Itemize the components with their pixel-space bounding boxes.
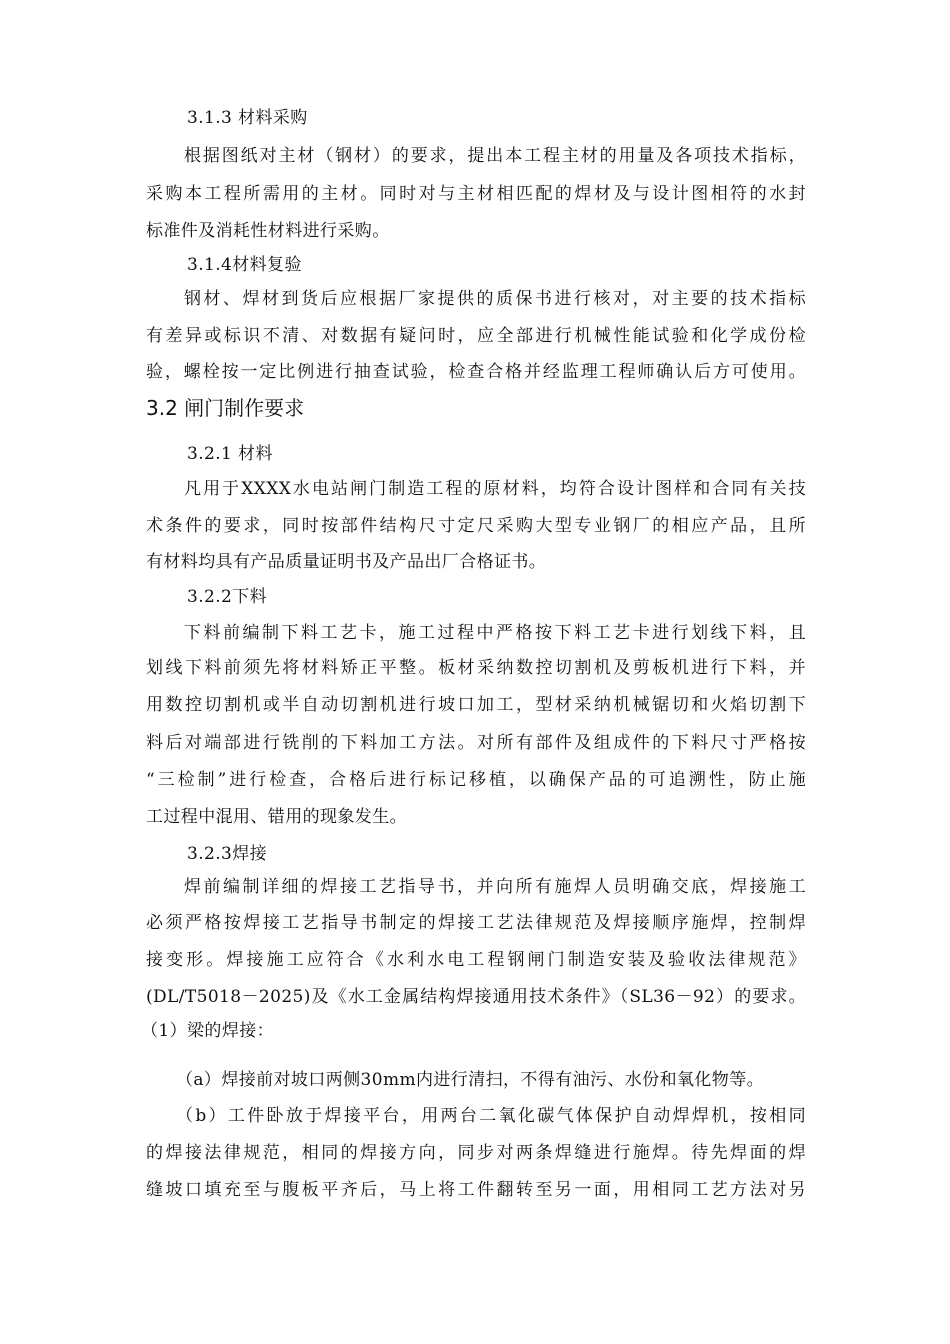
paragraph-line: 术条件的要求，同时按部件结构尺寸定尺采购大型专业钢厂的相应产品，且所 (146, 516, 806, 536)
paragraph-line: 焊前编制详细的焊接工艺指导书，并向所有施焊人员明确交底，焊接施工 (184, 877, 806, 897)
list-item-b-line: 缝坡口填充至与腹板平齐后，马上将工件翻转至另一面，用相同工艺方法对另 (146, 1180, 806, 1200)
paragraph-line: 必须严格按焊接工艺指导书制定的焊接工艺法律规范及焊接顺序施焊，控制焊 (146, 913, 806, 933)
paragraph-line: 钢材、焊材到货后应根据厂家提供的质保书进行核对，对主要的技术指标 (184, 289, 806, 309)
paragraph-line: 划线下料前须先将材料矫正平整。板材采纳数控切割机及剪板机进行下料，并 (146, 658, 806, 678)
paragraph-line: 用数控切割机或半自动切割机进行坡口加工，型材采纳机械锯切和火焰切割下 (146, 695, 806, 715)
paragraph-line: 有差异或标识不清、对数据有疑问时，应全部进行机械性能试验和化学成份检 (146, 326, 806, 346)
paragraph-line: 下料前编制下料工艺卡，施工过程中严格按下料工艺卡进行划线下料，且 (184, 623, 806, 643)
paragraph-line: “三检制”进行检查，合格后进行标记移植，以确保产品的可追溯性，防止施 (146, 770, 806, 790)
paragraph-line: 接变形。焊接施工应符合《水利水电工程钢闸门制造安装及验收法律规范》 (146, 950, 806, 970)
heading-3-1-3: 3.1.3 材料采购 (187, 108, 308, 128)
heading-3-2-3: 3.2.3焊接 (187, 844, 268, 864)
paragraph-line: 验，螺栓按一定比例进行抽查试验，检查合格并经监理工程师确认后方可使用。 (146, 362, 806, 382)
paragraph-line: 采购本工程所需用的主材。同时对与主材相匹配的焊材及与设计图相符的水封 (146, 184, 806, 204)
list-item-1: （1）梁的焊接： (141, 1021, 275, 1041)
heading-3-2-1: 3.2.1 材料 (187, 444, 273, 464)
heading-3-2-2: 3.2.2下料 (187, 587, 268, 607)
paragraph-line: 有材料均具有产品质量证明书及产品出厂合格证书。 (146, 552, 547, 572)
paragraph-line: 标准件及消耗性材料进行采购。 (146, 221, 390, 241)
heading-3-2: 3.2 闸门制作要求 (146, 396, 305, 420)
paragraph-line: 料后对端部进行铣削的下料加工方法。对所有部件及组成件的下料尺寸严格按 (146, 733, 806, 753)
paragraph-line: 根据图纸对主材（钢材）的要求，提出本工程主材的用量及各项技术指标， (184, 146, 806, 166)
heading-3-1-4: 3.1.4材料复验 (187, 255, 302, 275)
list-item-b-line: （b）工件卧放于焊接平台，用两台二氧化碳气体保护自动焊焊机，按相同 (176, 1106, 806, 1126)
paragraph-line: 凡用于XXXX水电站闸门制造工程的原材料，均符合设计图样和合同有关技 (184, 479, 806, 499)
paragraph-line: 工过程中混用、错用的现象发生。 (146, 807, 407, 827)
list-item-a: （a）焊接前对坡口两侧30mm内进行清扫，不得有油污、水份和氧化物等。 (176, 1070, 765, 1090)
paragraph-line: (DL/T5018－2025)及《水工金属结构焊接通用技术条件》（SL36－92）的要求。 (146, 987, 806, 1007)
list-item-b-line: 的焊接法律规范，相同的焊接方向，同步对两条焊缝进行施焊。待先焊面的焊 (146, 1143, 806, 1163)
